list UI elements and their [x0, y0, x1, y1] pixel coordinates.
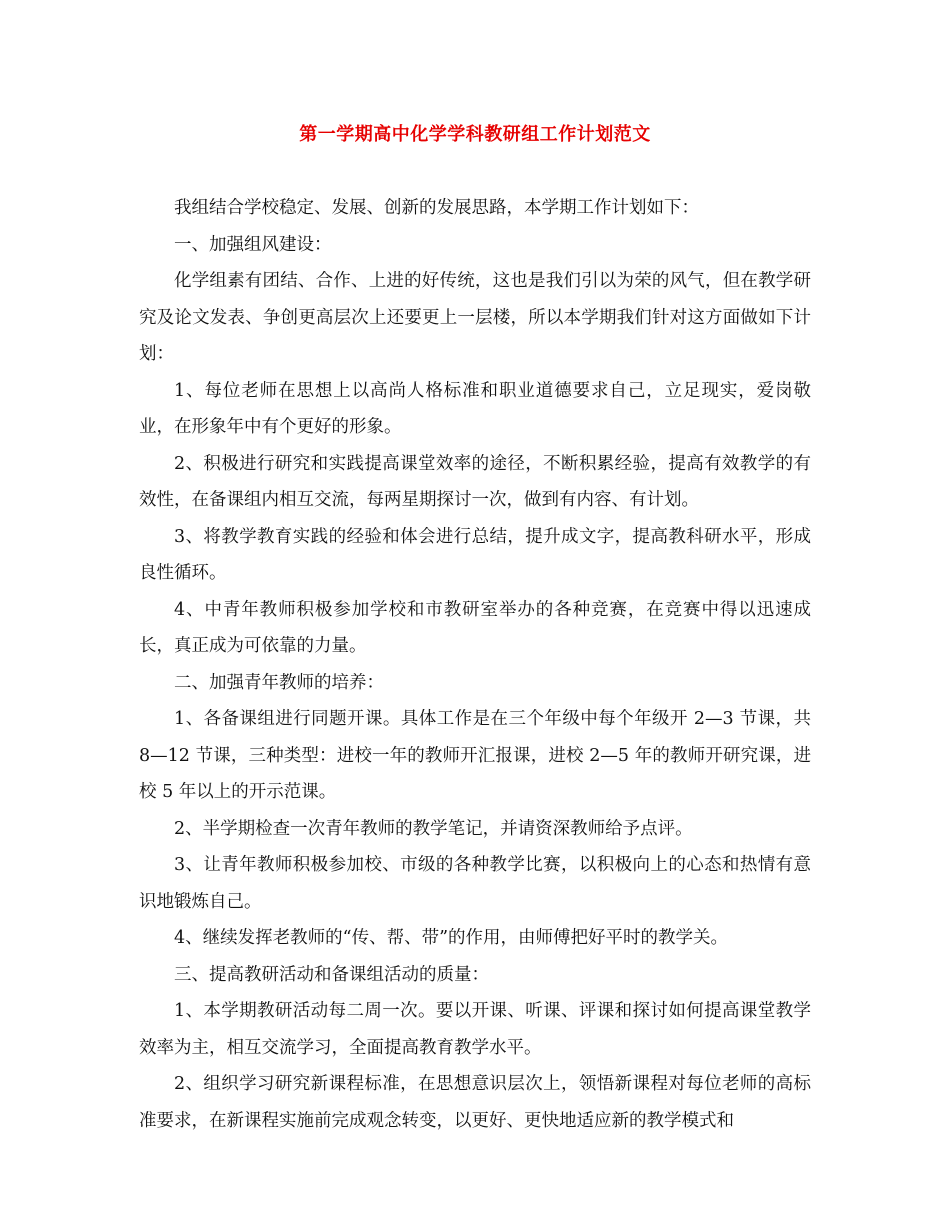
section-heading-1: 一、加强组风建设： [174, 234, 332, 255]
paragraph: 化学组素有团结、合作、上进的好传统，这也是我们引以为荣的风气，但在教学研究及论文发表、争创更高层次上还要更上一层楼，所以本学期我们针对这方面做如下计划： [139, 271, 811, 364]
section-heading-3: 三、提高教研活动和备课组活动的质量： [174, 964, 489, 985]
list-item: 4、继续发挥老教师的“传、帮、带”的作用，由师傅把好平时的教学关。 [174, 928, 729, 948]
list-item: 2、半学期检查一次青年教师的教学笔记，并请资深教师给予点评。 [174, 818, 693, 839]
list-item: 1、各备课组进行同题开课。具体工作是在三个年级中每个年级开 2—3 节课，共 8—12 节课，三种类型：进校一年的教师开汇报课，进校 2—5 年的教师开研究课，进校 5 年以上的开示范课。 [139, 709, 811, 802]
list-item: 1、本学期教研活动每二周一次。要以开课、听课、评课和探讨如何提高课堂教学效率为主，相互交流学习，全面提高教育教学水平。 [139, 1001, 811, 1058]
document-title: 第一学期高中化学学科教研组工作计划范文 [299, 124, 651, 145]
list-item: 4、中青年教师积极参加学校和市教研室举办的各种竞赛，在竞赛中得以迅速成长，真正成为可依靠的力量。 [139, 599, 811, 656]
list-item: 3、让青年教师积极参加校、市级的各种教学比赛，以积极向上的心态和热情有意识地锻炼自己。 [139, 855, 811, 912]
document-body [139, 190, 811, 1139]
list-item: 2、积极进行研究和实践提高课堂效率的途径，不断积累经验，提高有效教学的有效性，在备课组内相互交流，每两星期探讨一次，做到有内容、有计划。 [139, 453, 811, 510]
section-heading-2: 二、加强青年教师的培养： [174, 672, 384, 693]
list-item: 1、每位老师在思想上以高尚人格标准和职业道德要求自己，立足现实，爱岗敬业，在形象年中有个更好的形象。 [139, 380, 811, 437]
list-item: 2、组织学习研究新课程标准，在思想意识层次上，领悟新课程对每位老师的高标准要求，在新课程实施前完成观念转变，以更好、更快地适应新的教学模式和 [139, 1074, 811, 1131]
paragraph-intro: 我组结合学校稳定、发展、创新的发展思路，本学期工作计划如下： [174, 198, 699, 218]
list-item: 3、将教学教育实践的经验和体会进行总结，提升成文字，提高教科研水平，形成良性循环。 [139, 526, 811, 583]
